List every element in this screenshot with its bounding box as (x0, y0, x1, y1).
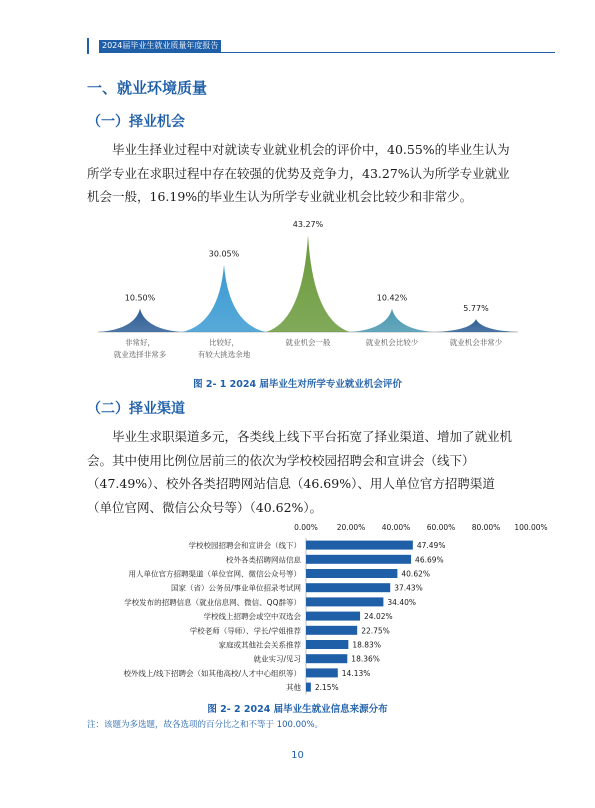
x-tick-label-1: 20.00% (336, 523, 366, 532)
peak-category-label-1-1: 有较大挑选余地 (197, 350, 251, 359)
figure-2-caption: 图 2- 2 2024 届毕业生就业信息来源分布 (207, 704, 388, 715)
peak-value-label-2: 43.27% (292, 220, 324, 229)
bar-mark-1 (306, 555, 411, 564)
peak-category-label-0-1: 就业选择非常多 (113, 350, 167, 359)
bar-mark-5 (306, 612, 360, 621)
x-tick-label-0: 0.00% (294, 523, 318, 532)
peak-category-label-0-0: 非常好， (125, 338, 155, 347)
bar-category-label-6: 学校老师（导师）、学长/学姐推荐 (189, 626, 301, 636)
paragraph-2: 毕业生求职渠道多元，各类线上线下平台拓宽了择业渠道、增加了就业机会。其中使用比例位居前三的依次为学校校园招聘会和宣讲会（线下）（47.49%）、校外各类招聘网站信息（46.69%）、用人单位官方招聘渠道（单位官网、微信公众号等）（40.62%）。 (87, 429, 513, 515)
peak-category-label-3-0: 就业机会比较少 (365, 338, 419, 347)
bar-mark-0 (306, 541, 413, 550)
subsection-title-1: （一）择业机会 (87, 114, 185, 130)
bar-mark-7 (306, 640, 348, 649)
bar-category-label-2: 用人单位官方招聘渠道（单位官网、微信公众号等） (128, 569, 301, 579)
subsection-title-2: （二）择业渠道 (87, 401, 185, 417)
bar-category-label-1: 校外各类招聘网站信息 (226, 555, 301, 565)
bar-value-label-0: 47.49% (416, 541, 446, 551)
bar-value-label-3: 37.43% (394, 583, 423, 593)
figure-1-caption: 图 2- 1 2024 届毕业生对所学专业就业机会评价 (193, 379, 402, 390)
bar-mark-3 (306, 583, 390, 592)
bar-value-label-1: 46.69% (415, 555, 444, 565)
bar-value-label-4: 34.40% (387, 597, 417, 607)
bar-value-label-10: 2.15% (314, 683, 339, 693)
bar-category-label-7: 家庭或其他社会关系推荐 (218, 640, 301, 650)
bar-mark-2 (306, 569, 397, 578)
bar-category-label-5: 学校线上招聘会或空中双选会 (203, 612, 301, 622)
bar-category-label-10: 其他 (286, 683, 301, 693)
bar-category-label-8: 就业实习/见习 (253, 654, 301, 664)
header-accent-bar (87, 38, 89, 54)
x-tick-label-3: 60.00% (426, 523, 456, 532)
peak-mark-0 (98, 308, 182, 332)
bar-mark-9 (306, 668, 338, 677)
peak-category-label-2-0: 就业机会一般 (285, 338, 331, 347)
page-number: 10 (291, 750, 304, 761)
bar-value-label-8: 18.36% (351, 654, 380, 664)
bar-mark-4 (306, 597, 383, 606)
peak-mark-4 (434, 319, 518, 332)
bar-mark-6 (306, 626, 357, 635)
bar-category-label-0: 学校校园招聘会和宣讲会（线下） (188, 541, 301, 551)
bar-mark-10 (306, 683, 311, 692)
bar-value-label-5: 24.02% (364, 612, 393, 622)
employment-opportunity-chart (90, 215, 520, 365)
peak-mark-3 (350, 309, 434, 332)
peak-category-label-1-0: 比较好， (209, 338, 239, 347)
bar-category-label-9: 校外线上/线下招聘会（如其他高校/人才中心组织等） (123, 668, 301, 678)
paragraph-1: 毕业生择业过程中对就读专业就业机会的评价中，40.55%的毕业生认为所学专业在求职过程中存在较强的优势及竞争力，43.27%认为所学专业就业机会一般，16.19%的毕业生认为所学专业就业机会比较少和非常少。 (87, 142, 510, 204)
bar-value-label-7: 18.83% (352, 640, 381, 650)
peak-value-label-4: 5.77% (463, 304, 489, 314)
bar-value-label-2: 40.62% (401, 569, 431, 579)
peak-category-label-4-0: 就业机会非常少 (449, 338, 503, 347)
bar-category-label-4: 学校发布的招聘信息（就业信息网、微信、QQ群等） (124, 597, 301, 607)
peak-value-label-1: 30.05% (208, 249, 240, 259)
peak-value-label-3: 10.42% (376, 293, 408, 303)
section-title: 一、就业环境质量 (87, 79, 208, 97)
page-header (87, 38, 555, 54)
peak-mark-1 (182, 265, 266, 332)
header-rule (99, 52, 555, 53)
info-source-bar-chart (80, 518, 560, 698)
peak-value-label-0: 10.50% (124, 293, 156, 303)
bar-value-label-6: 22.75% (361, 626, 390, 636)
bar-value-label-9: 14.13% (341, 668, 371, 678)
bar-category-label-3: 国家（省）公务员/事业单位招录考试网 (170, 583, 301, 593)
x-tick-label-5: 100.00% (514, 523, 548, 532)
x-tick-label-4: 80.00% (471, 523, 501, 532)
header-title: 2024届毕业生就业质量年度报告 (99, 40, 221, 52)
footnote: 注：该题为多选题，故各选项的百分比之和不等于 100.00%。 (87, 720, 324, 730)
x-tick-label-2: 40.00% (381, 523, 411, 532)
peak-mark-2 (266, 235, 350, 332)
bar-mark-8 (306, 654, 347, 663)
